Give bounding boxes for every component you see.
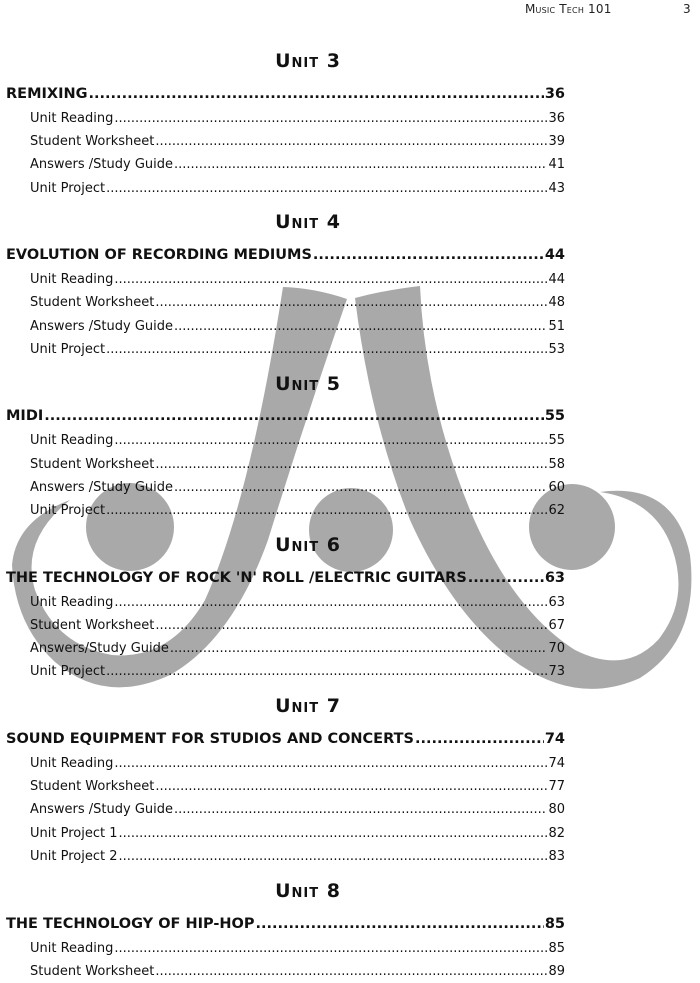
chapter-title: EVOLUTION OF RECORDING MEDIUMS bbox=[6, 247, 312, 263]
chapter-title: THE TECHNOLOGY OF HIP-HOP bbox=[6, 916, 255, 932]
dot-leader bbox=[114, 941, 547, 956]
dot-leader bbox=[174, 802, 547, 817]
sub-entry-label: Unit Project 2 bbox=[30, 849, 118, 864]
sub-entry-page: 60 bbox=[548, 480, 565, 495]
sub-entry-page: 85 bbox=[548, 941, 565, 956]
toc-sub-entry[interactable] bbox=[30, 319, 565, 334]
dot-leader bbox=[114, 111, 547, 126]
sub-entry-label: Unit Reading bbox=[30, 595, 114, 610]
toc-chapter-entry[interactable] bbox=[6, 916, 565, 932]
sub-entry-label: Unit Reading bbox=[30, 272, 114, 287]
dot-leader bbox=[155, 964, 547, 979]
toc-sub-entry[interactable] bbox=[30, 433, 565, 448]
sub-entry-label: Unit Project 1 bbox=[30, 826, 118, 841]
sub-entry-page: 67 bbox=[548, 618, 565, 633]
sub-entry-page: 82 bbox=[548, 826, 565, 841]
sub-entry-page: 55 bbox=[548, 433, 565, 448]
dot-leader bbox=[118, 849, 547, 864]
dot-leader bbox=[155, 134, 547, 149]
dot-leader bbox=[114, 756, 547, 771]
sub-entry-page: 80 bbox=[548, 802, 565, 817]
toc-sub-entry[interactable] bbox=[30, 964, 565, 979]
toc-sub-entry[interactable] bbox=[30, 618, 565, 633]
toc-sub-entry[interactable] bbox=[30, 342, 565, 357]
sub-entry-label: Student Worksheet bbox=[30, 457, 155, 472]
sub-entry-page: 89 bbox=[548, 964, 565, 979]
sub-entry-page: 53 bbox=[548, 342, 565, 357]
watermark-center-circle bbox=[309, 488, 393, 572]
toc-sub-entry[interactable] bbox=[30, 157, 565, 172]
sub-entry-page: 43 bbox=[548, 181, 565, 196]
sub-entry-label: Unit Project bbox=[30, 503, 106, 518]
toc-sub-entry[interactable] bbox=[30, 480, 565, 495]
sub-entry-label: Answers /Study Guide bbox=[30, 157, 174, 172]
running-header-title: Music Tech 101 bbox=[525, 2, 612, 16]
chapter-page: 44 bbox=[544, 247, 565, 263]
dot-leader bbox=[155, 295, 547, 310]
dot-leader bbox=[468, 570, 544, 586]
sub-entry-label: Student Worksheet bbox=[30, 964, 155, 979]
toc-sub-entry[interactable] bbox=[30, 272, 565, 287]
sub-entry-page: 63 bbox=[548, 595, 565, 610]
toc-sub-entry[interactable] bbox=[30, 941, 565, 956]
toc-chapter-entry[interactable] bbox=[6, 570, 565, 586]
dot-leader bbox=[106, 181, 547, 196]
dot-leader bbox=[106, 664, 547, 679]
dot-leader bbox=[174, 319, 547, 334]
sub-entry-page: 48 bbox=[548, 295, 565, 310]
sub-entry-page: 51 bbox=[548, 319, 565, 334]
chapter-page: 74 bbox=[544, 731, 565, 747]
toc-sub-entry[interactable] bbox=[30, 503, 565, 518]
dot-leader bbox=[174, 480, 547, 495]
chapter-page: 63 bbox=[544, 570, 565, 586]
toc-sub-entry[interactable] bbox=[30, 849, 565, 864]
dot-leader bbox=[114, 272, 547, 287]
toc-sub-entry[interactable] bbox=[30, 134, 565, 149]
toc-sub-entry[interactable] bbox=[30, 756, 565, 771]
sub-entry-label: Student Worksheet bbox=[30, 779, 155, 794]
chapter-title: REMIXING bbox=[6, 86, 88, 102]
dot-leader bbox=[118, 826, 547, 841]
sub-entry-label: Unit Project bbox=[30, 664, 106, 679]
chapter-title: SOUND EQUIPMENT FOR STUDIOS AND CONCERTS bbox=[6, 731, 414, 747]
sub-entry-label: Unit Project bbox=[30, 181, 106, 196]
sub-entry-page: 83 bbox=[548, 849, 565, 864]
watermark-right-circle bbox=[529, 484, 615, 570]
dot-leader bbox=[255, 916, 543, 932]
sub-entry-label: Student Worksheet bbox=[30, 134, 155, 149]
dot-leader bbox=[89, 86, 544, 102]
sub-entry-page: 70 bbox=[548, 641, 565, 656]
sub-entry-label: Student Worksheet bbox=[30, 295, 155, 310]
toc-sub-entry[interactable] bbox=[30, 457, 565, 472]
toc-sub-entry[interactable] bbox=[30, 826, 565, 841]
chapter-title: MIDI bbox=[6, 408, 44, 424]
dot-leader bbox=[106, 342, 547, 357]
dot-leader bbox=[114, 433, 547, 448]
dot-leader bbox=[155, 618, 547, 633]
toc-sub-entry[interactable] bbox=[30, 802, 565, 817]
unit-heading: Unit 5 bbox=[275, 373, 341, 395]
unit-heading: Unit 3 bbox=[275, 50, 341, 72]
sub-entry-page: 39 bbox=[548, 134, 565, 149]
toc-sub-entry[interactable] bbox=[30, 641, 565, 656]
dot-leader bbox=[114, 595, 547, 610]
dot-leader bbox=[106, 503, 547, 518]
toc-sub-entry[interactable] bbox=[30, 295, 565, 310]
sub-entry-page: 62 bbox=[548, 503, 565, 518]
sub-entry-label: Answers/Study Guide bbox=[30, 641, 169, 656]
toc-sub-entry[interactable] bbox=[30, 595, 565, 610]
dot-leader bbox=[155, 779, 547, 794]
toc-chapter-entry[interactable] bbox=[6, 731, 565, 747]
toc-chapter-entry[interactable] bbox=[6, 247, 565, 263]
dot-leader bbox=[155, 457, 547, 472]
chapter-page: 85 bbox=[544, 916, 565, 932]
chapter-title: THE TECHNOLOGY OF ROCK 'N' ROLL /ELECTRIC GUITARS bbox=[6, 570, 467, 586]
toc-sub-entry[interactable] bbox=[30, 779, 565, 794]
dot-leader bbox=[174, 157, 547, 172]
sub-entry-label: Unit Reading bbox=[30, 756, 114, 771]
unit-heading: Unit 6 bbox=[275, 534, 341, 556]
sub-entry-page: 41 bbox=[548, 157, 565, 172]
dot-leader bbox=[415, 731, 544, 747]
sub-entry-label: Unit Reading bbox=[30, 433, 114, 448]
toc-chapter-entry[interactable] bbox=[6, 86, 565, 102]
sub-entry-label: Answers /Study Guide bbox=[30, 802, 174, 817]
sub-entry-page: 73 bbox=[548, 664, 565, 679]
sub-entry-label: Unit Project bbox=[30, 342, 106, 357]
sub-entry-page: 44 bbox=[548, 272, 565, 287]
sub-entry-label: Unit Reading bbox=[30, 941, 114, 956]
chapter-page: 55 bbox=[544, 408, 565, 424]
toc-sub-entry[interactable] bbox=[30, 111, 565, 126]
dot-leader bbox=[170, 641, 548, 656]
toc-sub-entry[interactable] bbox=[30, 181, 565, 196]
watermark-left-circle bbox=[86, 483, 174, 571]
sub-entry-label: Answers /Study Guide bbox=[30, 480, 174, 495]
toc-chapter-entry[interactable] bbox=[6, 408, 565, 424]
unit-heading: Unit 8 bbox=[275, 880, 341, 902]
dot-leader bbox=[44, 408, 544, 424]
sub-entry-page: 58 bbox=[548, 457, 565, 472]
sub-entry-label: Unit Reading bbox=[30, 111, 114, 126]
page-number: 3 bbox=[683, 2, 691, 16]
sub-entry-label: Student Worksheet bbox=[30, 618, 155, 633]
sub-entry-label: Answers /Study Guide bbox=[30, 319, 174, 334]
sub-entry-page: 36 bbox=[548, 111, 565, 126]
chapter-page: 36 bbox=[544, 86, 565, 102]
unit-heading: Unit 4 bbox=[275, 211, 341, 233]
sub-entry-page: 74 bbox=[548, 756, 565, 771]
toc-sub-entry[interactable] bbox=[30, 664, 565, 679]
unit-heading: Unit 7 bbox=[275, 695, 341, 717]
sub-entry-page: 77 bbox=[548, 779, 565, 794]
dot-leader bbox=[313, 247, 544, 263]
